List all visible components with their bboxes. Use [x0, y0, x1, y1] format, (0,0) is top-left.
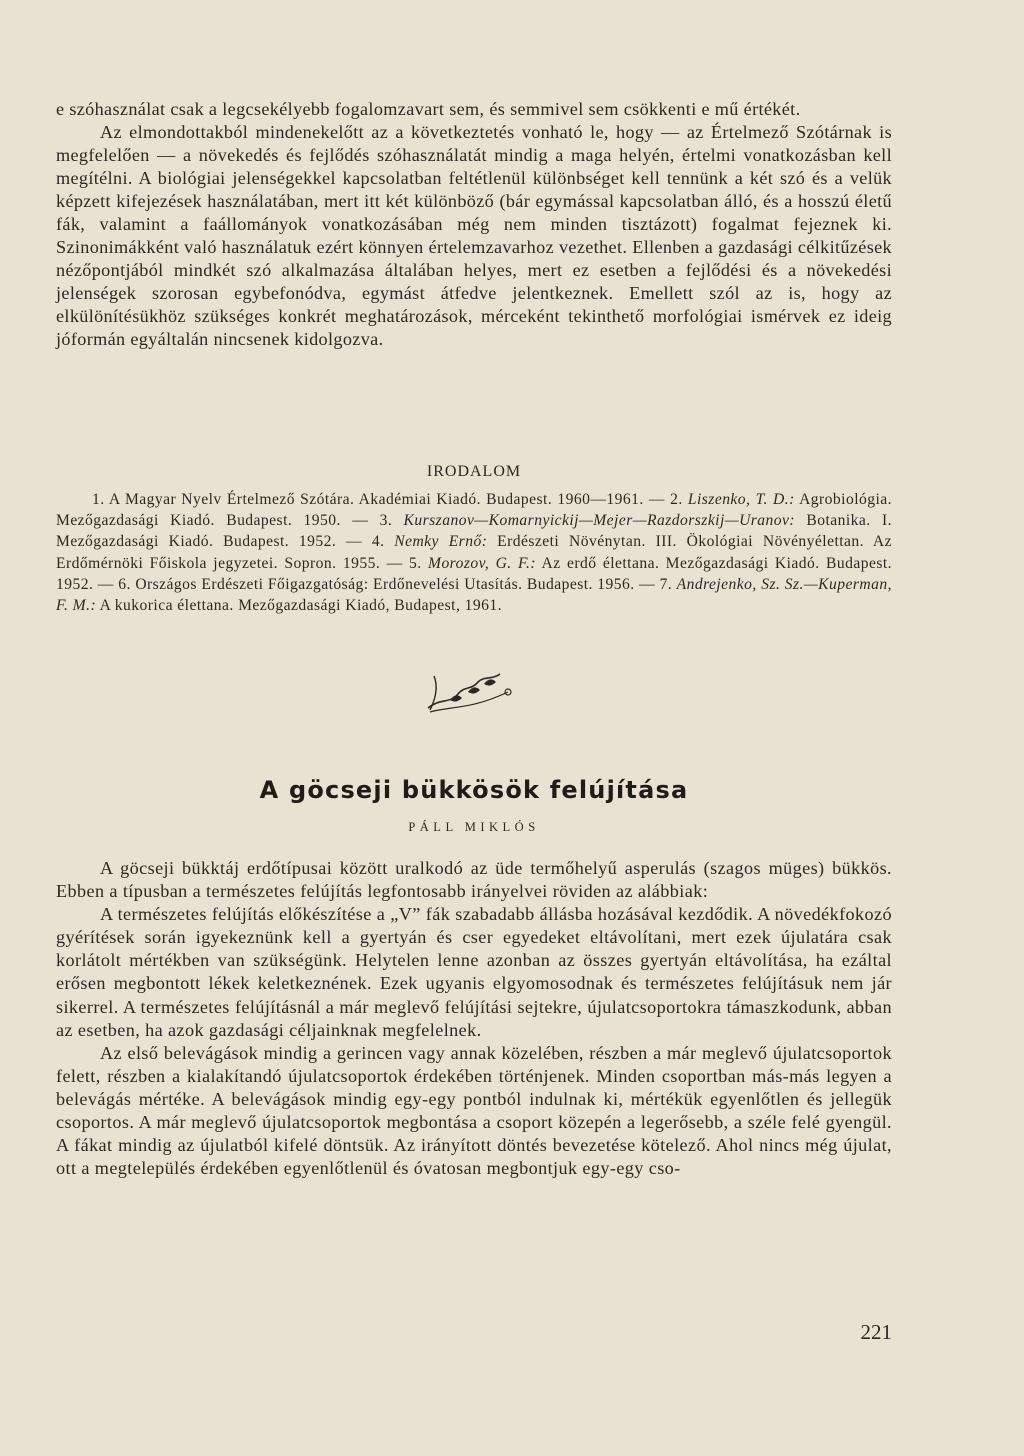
paragraph: Az elmondottakból mindenekelőtt az a következtetés vonható le, hogy — az Értelmező Szótárnak is megfelelően — a növekedés és fejlődés szóhasználatát mindig a maga helyén, értelmi vonatkozásban kell megítélni. A biológiai jelenségekkel kapcsolatban feltétlenül különbséget kell tennünk a két szó és a velük képzett kifejezések használatában, mert itt két különböző (bár egymással kapcsolatban álló, és a hosszú életű fák, valamint a faállományok vonatkozásában még nem minden tisztázott) fogalmat fejeznek ki. Szinonimákként való használatuk ezért könnyen értelemzavarhoz vezethet. Ellenben a gazdasági célkitűzések nézőpontjából mindkét szó alkalmazása általában helyes, mert ez esetben a fejlődési és a növekedési jelenségek szorosan egybefonódva, egymást átfedve jelentkeznek. Emellett szól az is, hogy az elkülönítésükhöz szükséges konkrét meghatározások, mérceként tekinthető morfológiai ismérvek ez ideig jóformán egyáltalán nincsenek kidolgozva. [56, 122, 892, 349]
lit-entry-5: 5. Morozov, G. F.: Az erdő élettana. Mezőgazdasági Kiadó. Budapest. 1952. — [56, 554, 892, 593]
lit-entry-7: 7. Andrejenko, Sz. Sz.—Kuperman, F. M.: A kukorica élettana. Mezőgazdasági Kiadó, Budapest, 1961. [56, 575, 892, 615]
paragraph: e szóhasználat csak a legcsekélyebb fogalomzavart sem, és semmivel sem csökkenti e mű értékét. [56, 99, 801, 119]
paragraph: A göcseji bükktáj erdőtípusai között uralkodó az üde termőhelyű asperulás (szagos müges) bükkös. Ebben a típusban a természetes felújítás legfontosabb irányelvei röviden az alábbiak: [56, 858, 892, 902]
body-text [56, 98, 892, 351]
lit-entry-3: 3. Kurszanov—Komarnyickij—Mejer—Razdorszkij—Uranov: Botanika. I. Mezőgazdasági Kiadó. Budapest. 1952. — [56, 512, 892, 551]
page-number: 221 [860, 1320, 892, 1344]
lit-entry-4: 4. Nemky Ernő: Erdészeti Növénytan. III. Ökológiai Növényélettan. Az Erdőmérnöki Főiskola jegyzetei. Sopron. 1955. — [56, 533, 892, 572]
article-author: PÁLL MIKLÓS [408, 820, 540, 834]
literature-list [56, 489, 892, 616]
article-title: A göcseji bükkösök felújítása [259, 776, 689, 804]
article-body [56, 857, 892, 1180]
paragraph: Az első belevágások mindig a gerincen vagy annak közelében, részben a már meglevő újulatcsoportok felett, részben a kialakítandó újulatcsoportok érdekében történjenek. Minden csoportban más-más legyen a belevágás mértéke. A belevágások mindig egy-egy pontból indulnak ki, mértékük egyenlőtlen és jellegük csoportos. A már meglevő újulatcsoportok megbontása a csoport közepén a legerősebb, a széle felé gyengül. A fákat mindig az újulatból kifelé döntsük. Az irányított döntés bevezetése kötelező. Ahol nincs még újulat, ott a megtelepülés érdekében egyenlőtlenül és óvatosan megbontjuk egy-egy cso- [56, 1042, 892, 1179]
literature-heading: IRODALOM [426, 463, 522, 480]
ornament-icon [420, 668, 520, 718]
lit-entry-6: 6. Országos Erdészeti Főigazgatóság: Erdőnevelési Utasítás. Budapest. 1956. — [118, 575, 660, 593]
paragraph: A természetes felújítás előkészítése a „V” fák szabadabb állásba hozásával kezdődik. A növedékfokozó gyérítések során igyekeznünk kell a gyertyán és cser egyedeket eltávolítani, mert ezek újulatára csak korlátolt mértékben van szükségünk. Helytelen lenne azonban az összes gyertyán eltávolítása, ha ezáltal erősen megbontott lékek keletkeznének. Ezek ugyanis elgyomosodnak és természetes felújításuk nem jár sikerrel. A természetes felújításnál a már meglevő felújítási sejtekre, újulatcsoportokra támaszkodunk, abban az esetben, ha azok gazdasági céljainknak megfelelnek. [56, 904, 892, 1040]
lit-entry-1: 1. A Magyar Nyelv Értelmező Szótára. Akadémiai Kiadó. Budapest. 1960—1961. — [92, 491, 671, 508]
lit-entry-2: 2. Liszenko, T. D.: Agrobiológia. Mezőgazdasági Kiadó. Budapest. 1950. — [56, 491, 892, 530]
